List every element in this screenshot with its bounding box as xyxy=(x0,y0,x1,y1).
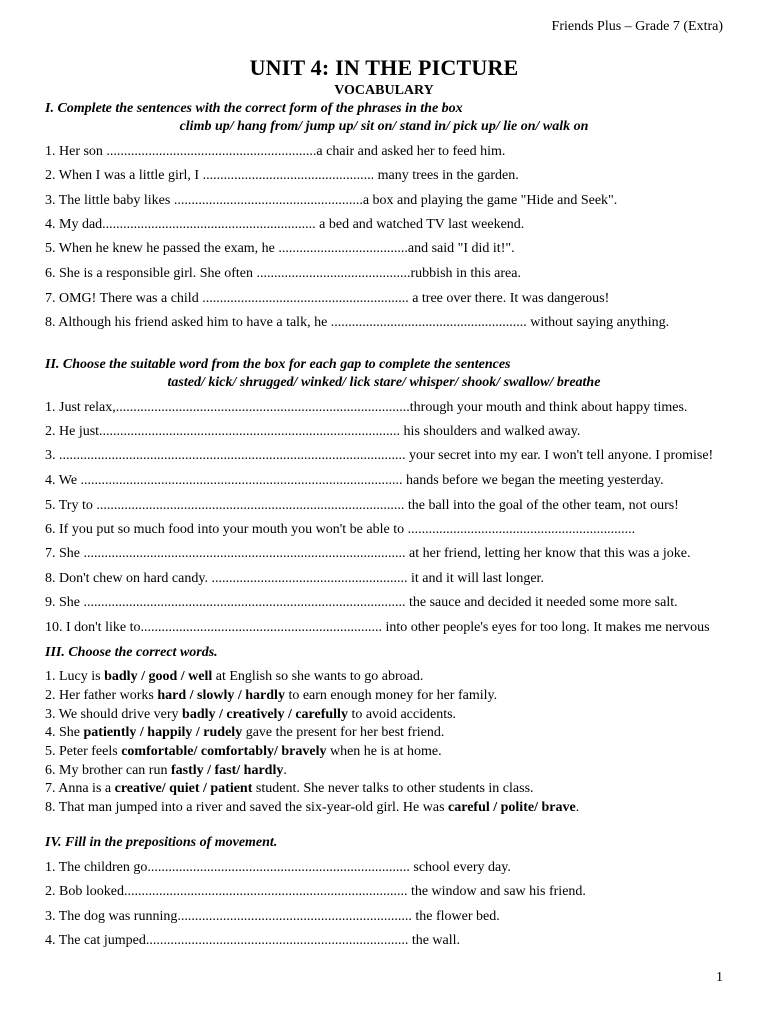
answer-options: comfortable/ comfortably/ bravely xyxy=(121,744,327,759)
exercise-2-item: 2. He just...................................................................................... his shoulders and walked away. xyxy=(45,424,581,439)
section-4-instruction: IV. Fill in the prepositions of movement. xyxy=(45,835,278,850)
section-3-instruction: III. Choose the correct words. xyxy=(45,645,218,660)
exercise-2-item: 6. If you put so much food into your mouth you won't be able to ................................................................. xyxy=(45,522,636,537)
page-number: 1 xyxy=(716,970,723,985)
exercise-3-item: 2. Her father works hard / slowly / hardly to earn enough money for her family. xyxy=(45,688,498,703)
section-2-wordbox: tasted/ kick/ shrugged/ winked/ lick stare/ whisper/ shook/ swallow/ breathe xyxy=(167,375,601,390)
section-1-instruction: I. Complete the sentences with the correct form of the phrases in the box xyxy=(45,101,463,116)
course-header: Friends Plus – Grade 7 (Extra) xyxy=(551,19,723,34)
answer-options: careful / polite/ brave xyxy=(448,800,576,815)
exercise-1-item: 4. My dad............................................................. a bed and watched TV last weekend. xyxy=(45,217,525,232)
section-1-wordbox: climb up/ hang from/ jump up/ sit on/ stand in/ pick up/ lie on/ walk on xyxy=(179,119,589,134)
exercise-1-item: 8. Although his friend asked him to have a talk, he ........................................................ without saying anything. xyxy=(45,315,670,330)
exercise-2-item: 4. We ............................................................................................ hands before we began the meeting yesterday. xyxy=(45,473,664,488)
answer-options: badly / creatively / carefully xyxy=(182,707,348,722)
exercise-4-item: 3. The dog was running................................................................... the flower bed. xyxy=(45,909,500,924)
exercise-3-item: 8. That man jumped into a river and saved the six-year-old girl. He was careful / polite/ brave. xyxy=(45,800,580,815)
exercise-3-item: 4. She patiently / happily / rudely gave the present for her best friend. xyxy=(45,725,445,740)
exercise-3-item: 5. Peter feels comfortable/ comfortably/ bravely when he is at home. xyxy=(45,744,442,759)
exercise-4-item: 2. Bob looked................................................................................. the window and saw his friend. xyxy=(45,884,586,899)
exercise-4-item: 4. The cat jumped........................................................................... the wall. xyxy=(45,933,461,948)
exercise-4-item: 1. The children go........................................................................... school every day. xyxy=(45,860,511,875)
exercise-3-item: 1. Lucy is badly / good / well at English so she wants to go abroad. xyxy=(45,669,424,684)
exercise-3-item: 3. We should drive very badly / creatively / carefully to avoid accidents. xyxy=(45,707,457,722)
exercise-1-item: 3. The little baby likes ......................................................a box and playing the game "Hide and Seek". xyxy=(45,193,618,208)
exercise-1-item: 1. Her son ............................................................a chair and asked her to feed him. xyxy=(45,144,506,159)
exercise-1-item: 6. She is a responsible girl. She often ............................................rubbish in this area. xyxy=(45,266,521,281)
answer-options: fastly / fast/ hardly xyxy=(170,763,284,778)
exercise-2-item: 3. ................................................................................................... your secret into my ear. I won't tell anyone. I promise! xyxy=(45,448,714,463)
exercise-2-item: 8. Don't chew on hard candy. ........................................................ it and it will last longer. xyxy=(45,571,544,586)
exercise-1-item: 2. When I was a little girl, I ................................................. many trees in the garden. xyxy=(45,168,519,183)
answer-options: hard / slowly / hardly xyxy=(157,688,285,703)
exercise-2-item: 9. She ............................................................................................ the sauce and decided it needed some more salt. xyxy=(45,595,678,610)
exercise-1-item: 5. When he knew he passed the exam, he .....................................and said "I did it!". xyxy=(45,241,515,256)
exercise-3-item: 7. Anna is a creative/ quiet / patient student. She never talks to other students in class. xyxy=(45,781,534,796)
exercise-3-item: 6. My brother can run fastly / fast/ hardly. xyxy=(45,763,287,778)
exercise-2-item: 5. Try to ........................................................................................ the ball into the goal of the other team, not ours! xyxy=(45,498,679,513)
unit-title: UNIT 4: IN THE PICTURE xyxy=(249,55,519,80)
answer-options: badly / good / well xyxy=(104,669,213,684)
section-2-instruction: II. Choose the suitable word from the box for each gap to complete the sentences xyxy=(45,357,511,372)
exercise-2-item: 7. She ............................................................................................ at her friend, letting her know that this was a joke. xyxy=(45,546,691,561)
exercise-2-item: 1. Just relax,....................................................................................through your mouth and think about happy times. xyxy=(45,400,688,415)
answer-options: patiently / happily / rudely xyxy=(83,725,243,740)
exercise-2-item: 10. I don't like to..................................................................... into other people's eyes for too long. It makes me nervous xyxy=(45,620,710,635)
exercise-1-item: 7. OMG! There was a child ........................................................... a tree over there. It was dangerous! xyxy=(45,291,610,306)
answer-options: creative/ quiet / patient xyxy=(114,781,253,796)
section-subtitle: VOCABULARY xyxy=(334,83,434,98)
